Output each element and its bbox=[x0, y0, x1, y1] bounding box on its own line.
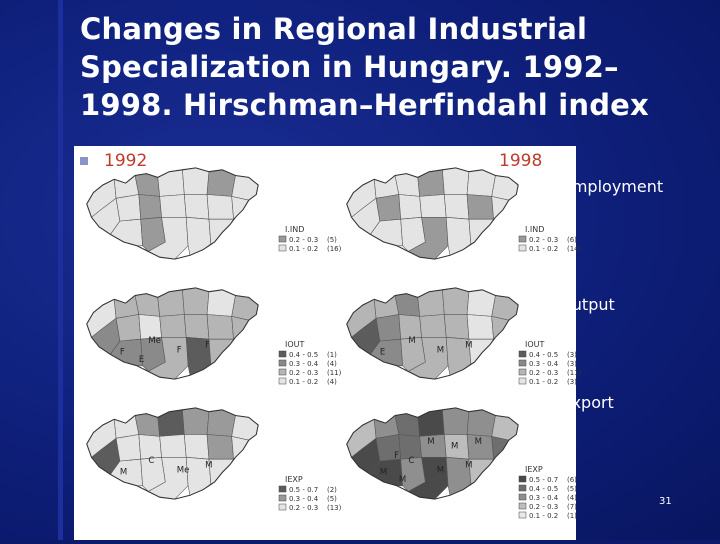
legend-range: 0.4 - 0.5 bbox=[289, 351, 319, 359]
row-label-export-text: export bbox=[562, 393, 614, 412]
county-letter: M bbox=[398, 474, 407, 486]
legend-range: 0.2 - 0.3 bbox=[289, 236, 319, 244]
map-ind_1998 bbox=[347, 168, 518, 259]
county-region bbox=[467, 195, 494, 220]
legend-count: (16) bbox=[327, 245, 342, 253]
legend-swatch bbox=[519, 236, 526, 242]
legend-swatch bbox=[279, 351, 286, 357]
county-letter: M bbox=[474, 436, 482, 448]
county-region bbox=[182, 408, 209, 435]
legend-swatch bbox=[519, 369, 526, 375]
county-region bbox=[232, 436, 249, 459]
county-region bbox=[442, 168, 469, 195]
year-1992-label: 1992 bbox=[104, 151, 148, 171]
county-region bbox=[184, 315, 209, 340]
county-letter: M bbox=[450, 441, 459, 452]
county-region bbox=[158, 170, 185, 197]
legend-title: IEXP bbox=[525, 465, 543, 474]
county-region bbox=[232, 196, 249, 219]
county-region bbox=[182, 288, 209, 315]
county-region bbox=[207, 195, 234, 220]
county-region bbox=[420, 315, 447, 338]
county-letter: F bbox=[176, 345, 182, 356]
county-region bbox=[418, 410, 445, 437]
county-region bbox=[467, 315, 494, 340]
legend-swatch bbox=[519, 360, 526, 366]
county-letter: M bbox=[379, 467, 388, 478]
county-region bbox=[376, 195, 401, 222]
legend-range: 0.2 - 0.3 bbox=[529, 503, 559, 511]
county-letter: M bbox=[436, 465, 445, 476]
row-label-employment bbox=[562, 177, 663, 196]
row-label-export bbox=[562, 393, 614, 412]
county-region bbox=[469, 339, 494, 364]
county-letter: M bbox=[465, 460, 473, 471]
county-letter: E bbox=[379, 347, 386, 358]
county-region bbox=[444, 315, 469, 340]
county-region bbox=[209, 459, 234, 484]
legend-count: (2) bbox=[327, 486, 337, 494]
county-region bbox=[418, 290, 445, 317]
county-letter: M bbox=[205, 460, 213, 471]
county-region bbox=[232, 316, 249, 339]
legend-swatch bbox=[279, 236, 286, 242]
legend-title: IEXP bbox=[285, 475, 303, 484]
legend-range: 0.5 - 0.7 bbox=[529, 476, 559, 484]
county-region bbox=[418, 170, 445, 197]
county-region bbox=[209, 219, 234, 244]
county-region bbox=[184, 195, 209, 220]
legend-swatch bbox=[519, 494, 526, 500]
county-region bbox=[492, 316, 509, 339]
county-region bbox=[182, 168, 209, 195]
legend-title: IOUT bbox=[285, 340, 305, 349]
legend-swatch bbox=[279, 504, 286, 510]
legend-range: 0.5 - 0.7 bbox=[289, 486, 319, 494]
county-region bbox=[442, 408, 469, 435]
legend-range: 0.2 - 0.3 bbox=[289, 504, 319, 512]
legend-out_1998 bbox=[519, 340, 582, 386]
county-region bbox=[444, 195, 469, 220]
county-region bbox=[207, 435, 234, 460]
legend-title: I.IND bbox=[525, 225, 545, 234]
legend-count: (7) bbox=[567, 503, 577, 511]
legend-range: 0.1 - 0.2 bbox=[529, 245, 559, 253]
county-letter: E bbox=[138, 354, 145, 366]
legend-swatch bbox=[279, 360, 286, 366]
row-label-employment-text: employment bbox=[562, 177, 664, 196]
legend-swatch bbox=[279, 495, 286, 501]
county-region bbox=[184, 435, 209, 460]
county-letter: Me bbox=[148, 335, 161, 347]
legend-range: 0.1 - 0.2 bbox=[529, 512, 559, 520]
legend-count: (4) bbox=[567, 494, 577, 502]
page-number: 31 bbox=[659, 496, 672, 507]
legend-swatch bbox=[519, 485, 526, 491]
county-region bbox=[160, 315, 187, 338]
map-exp_1992 bbox=[87, 408, 258, 499]
county-region bbox=[469, 219, 494, 244]
legend-count: (5) bbox=[327, 236, 337, 244]
county-region bbox=[376, 315, 401, 342]
county-region bbox=[207, 315, 234, 340]
county-region bbox=[116, 315, 141, 342]
year-1998-label: 1998 bbox=[499, 151, 543, 171]
legend-range: 0.3 - 0.4 bbox=[289, 495, 319, 503]
county-region bbox=[209, 339, 234, 364]
legend-count: (1) bbox=[327, 351, 337, 359]
legend-count: (6) bbox=[567, 476, 577, 484]
legend-swatch bbox=[519, 245, 526, 251]
map-out_1992 bbox=[87, 288, 258, 379]
left-accent-stripe bbox=[58, 0, 63, 540]
legend-title: I.IND bbox=[285, 225, 305, 234]
county-region bbox=[469, 459, 494, 484]
legend-exp_1992 bbox=[279, 475, 342, 512]
legend-swatch bbox=[519, 378, 526, 384]
legend-range: 0.2 - 0.3 bbox=[289, 369, 319, 377]
county-letter: M bbox=[408, 335, 416, 347]
legend-swatch bbox=[279, 245, 286, 251]
map-out_1998 bbox=[347, 288, 518, 379]
slide-title: Changes in Regional Industrial Specialization in Hungary. 1992– 1998. Hirschman–Herfindahl index bbox=[80, 12, 649, 122]
legend-count: (11) bbox=[567, 369, 582, 377]
county-letter: F bbox=[205, 340, 211, 351]
county-letter: Me bbox=[176, 465, 190, 476]
maps-figure bbox=[74, 146, 582, 540]
county-region bbox=[492, 196, 509, 219]
county-region bbox=[186, 217, 211, 255]
legend-range: 0.1 - 0.2 bbox=[529, 378, 559, 386]
legend-title: IOUT bbox=[525, 340, 545, 349]
county-letter: C bbox=[148, 455, 155, 467]
legend-swatch bbox=[519, 503, 526, 509]
county-region bbox=[420, 195, 447, 218]
legend-swatch bbox=[519, 476, 526, 482]
legend-exp_1998 bbox=[519, 465, 577, 520]
county-region bbox=[442, 288, 469, 315]
legend-swatch bbox=[279, 378, 286, 384]
county-region bbox=[160, 435, 187, 458]
row-label-output-text: output bbox=[562, 295, 615, 314]
legend-range: 0.2 - 0.3 bbox=[529, 369, 559, 377]
bullet-icon bbox=[80, 157, 88, 165]
legend-count: (1) bbox=[567, 512, 577, 520]
legend-swatch bbox=[519, 512, 526, 518]
maps-panel bbox=[74, 146, 582, 540]
legend-count: (3) bbox=[567, 378, 577, 386]
map-ind_1992 bbox=[87, 168, 258, 259]
county-letter: C bbox=[408, 455, 415, 467]
legend-swatch bbox=[279, 486, 286, 492]
legend-ind_1998 bbox=[519, 225, 582, 253]
legend-ind_1992 bbox=[279, 225, 342, 253]
map-exp_1998 bbox=[347, 408, 518, 499]
legend-range: 0.1 - 0.2 bbox=[289, 378, 319, 386]
row-label-output bbox=[562, 295, 615, 314]
county-letter: M bbox=[465, 340, 473, 351]
legend-count: (4) bbox=[327, 360, 337, 368]
legend-count: (5) bbox=[567, 485, 577, 493]
county-region bbox=[399, 195, 422, 220]
legend-count: (14) bbox=[567, 245, 582, 253]
legend-range: 0.2 - 0.3 bbox=[529, 236, 559, 244]
county-letter: F bbox=[119, 347, 125, 358]
county-region bbox=[158, 410, 185, 437]
legend-out_1992 bbox=[279, 340, 342, 386]
county-region bbox=[139, 195, 162, 220]
legend-range: 0.4 - 0.5 bbox=[529, 485, 559, 493]
county-region bbox=[116, 195, 141, 222]
county-letter: F bbox=[394, 451, 400, 462]
legend-range: 0.3 - 0.4 bbox=[529, 360, 559, 368]
legend-count: (11) bbox=[327, 369, 342, 377]
legend-swatch bbox=[519, 351, 526, 357]
county-region bbox=[116, 435, 141, 462]
legend-count: (5) bbox=[327, 495, 337, 503]
legend-count: (4) bbox=[327, 378, 337, 386]
legend-range: 0.1 - 0.2 bbox=[289, 245, 319, 253]
county-region bbox=[492, 436, 509, 459]
county-letter: M bbox=[427, 436, 435, 448]
legend-range: 0.3 - 0.4 bbox=[529, 494, 559, 502]
county-region bbox=[158, 290, 185, 317]
county-region bbox=[160, 195, 187, 218]
legend-count: (3) bbox=[567, 360, 577, 368]
legend-count: (6) bbox=[567, 236, 577, 244]
legend-swatch bbox=[279, 369, 286, 375]
legend-range: 0.3 - 0.4 bbox=[289, 360, 319, 368]
county-region bbox=[446, 217, 471, 255]
legend-range: 0.4 - 0.5 bbox=[529, 351, 559, 359]
legend-count: (3) bbox=[567, 351, 577, 359]
legend-count: (13) bbox=[327, 504, 342, 512]
county-letter: M bbox=[436, 345, 445, 356]
county-letter: M bbox=[119, 467, 128, 478]
